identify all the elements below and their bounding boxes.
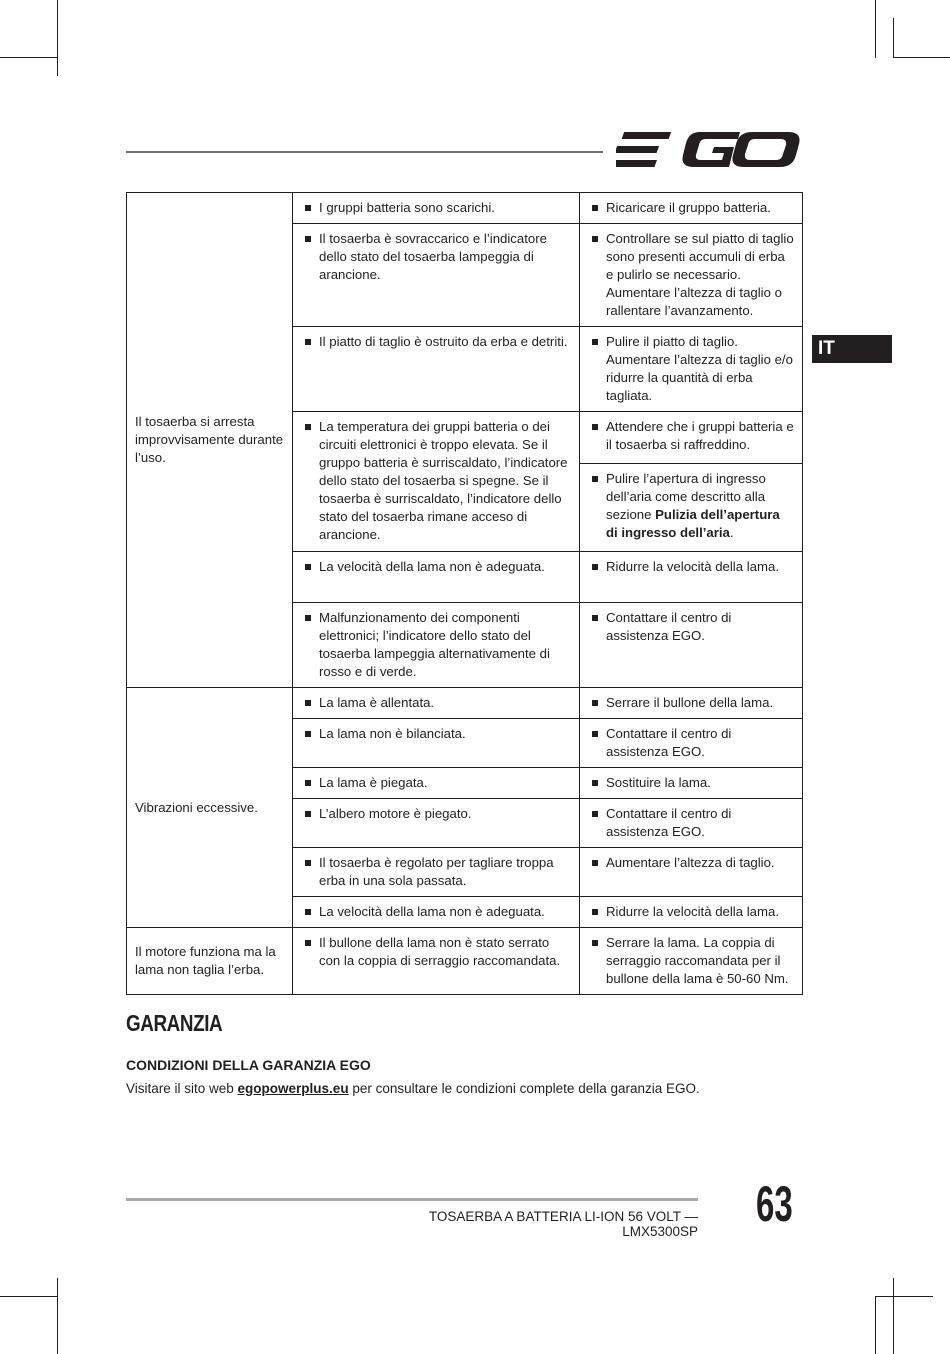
bullet-icon: [305, 860, 311, 866]
crop-mark: [875, 0, 876, 58]
solution-cell: Contattare il centro di assistenza EGO.: [580, 799, 803, 848]
bullet-icon: [305, 700, 311, 706]
header-rule: [126, 151, 603, 153]
crop-mark: [875, 1296, 933, 1297]
troubleshooting-table: [126, 192, 803, 995]
bullet-icon: [592, 476, 598, 482]
cause-cell: Il tosaerba è regolato per tagliare troppa erba in una sola passata.: [293, 848, 580, 897]
warranty-text: Visitare il sito web egopowerplus.eu per consultare le condizioni complete della garanzia EGO.: [126, 1081, 700, 1096]
table-row: [127, 688, 803, 719]
bullet-icon: [592, 731, 598, 737]
bullet-icon: [305, 940, 311, 946]
bullet-icon: [305, 811, 311, 817]
solution-cell: Serrare il bullone della lama.: [580, 688, 803, 719]
warranty-subheading: CONDIZIONI DELLA GARANZIA EGO: [126, 1057, 371, 1073]
footer-rule: [126, 1198, 698, 1201]
solution-cell: Pulire il piatto di taglio. Aumentare l’altezza di taglio e/o ridurre la quantità di erba tagliata.: [580, 327, 803, 412]
bullet-icon: [592, 860, 598, 866]
crop-mark: [893, 1278, 894, 1354]
cause-cell: Il piatto di taglio è ostruito da erba e detriti.: [293, 327, 580, 412]
warranty-link[interactable]: egopowerplus.eu: [237, 1081, 349, 1096]
cause-cell: L’albero motore è piegato.: [293, 799, 580, 848]
solution-cell: Sostituire la lama.: [580, 768, 803, 799]
page-number: 63: [756, 1176, 793, 1232]
cause-cell: Il tosaerba è sovraccarico e l’indicatore dello stato del tosaerba lampeggia di arancione.: [293, 224, 580, 327]
cause-cell: Malfunzionamento dei componenti elettronici; l’indicatore dello stato del tosaerba lampeggia alternativamente di rosso e di verde.: [293, 603, 580, 688]
table-row: [127, 193, 803, 224]
bullet-icon: [592, 940, 598, 946]
cause-cell: La lama è allentata.: [293, 688, 580, 719]
ego-logo: [616, 127, 800, 173]
solution-cell: Pulire l’apertura di ingresso dell’aria come descritto alla sezione Pulizia dell’apertura di ingresso dell’aria.: [580, 464, 803, 552]
solution-cell: Contattare il centro di assistenza EGO.: [580, 603, 803, 688]
cause-cell: La temperatura dei gruppi batteria o dei circuiti elettronici è troppo elevata. Se il gruppo batteria è surriscaldato, l’indicatore dello stato del tosaerba si spegne. Se il tosaerba è surriscaldato, l’indicatore dello stato del tosaerba rimane acceso di arancione.: [293, 412, 580, 552]
bullet-icon: [592, 700, 598, 706]
section-reference: Pulizia dell’apertura di ingresso dell’aria: [606, 507, 780, 540]
bullet-icon: [305, 731, 311, 737]
cause-cell: La lama non è bilanciata.: [293, 719, 580, 768]
solution-cell: Contattare il centro di assistenza EGO.: [580, 719, 803, 768]
language-tab: IT: [812, 335, 892, 363]
bullet-icon: [592, 909, 598, 915]
cause-cell: La lama è piegata.: [293, 768, 580, 799]
problem-cell: Il motore funziona ma la lama non taglia l’erba.: [127, 928, 293, 995]
crop-mark: [893, 57, 950, 58]
bullet-icon: [305, 780, 311, 786]
cause-cell: La velocità della lama non è adeguata.: [293, 552, 580, 603]
solution-cell: Controllare se sul piatto di taglio sono presenti accumuli di erba e pulirlo se necessario. Aumentare l’altezza di taglio o rallentare l’avanzamento.: [580, 224, 803, 327]
crop-mark: [875, 1296, 876, 1354]
bullet-icon: [592, 236, 598, 242]
bullet-icon: [592, 339, 598, 345]
bullet-icon: [305, 909, 311, 915]
table-row: [127, 928, 803, 995]
cause-cell: Il bullone della lama non è stato serrato con la coppia di serraggio raccomandata.: [293, 928, 580, 995]
cause-cell: I gruppi batteria sono scarichi.: [293, 193, 580, 224]
bullet-icon: [305, 205, 311, 211]
problem-cell: Il tosaerba si arresta improvvisamente durante l’uso.: [127, 193, 293, 688]
crop-mark: [0, 57, 58, 58]
bullet-icon: [305, 339, 311, 345]
crop-mark: [57, 0, 58, 76]
solution-cell: Serrare la lama. La coppia di serraggio raccomandata per il bullone della lama è 50-60 Nm.: [580, 928, 803, 995]
crop-mark: [893, 18, 894, 58]
problem-cell: Vibrazioni eccessive.: [127, 688, 293, 928]
bullet-icon: [305, 615, 311, 621]
bullet-icon: [592, 780, 598, 786]
crop-mark: [0, 1296, 58, 1297]
solution-cell: Ridurre la velocità della lama.: [580, 552, 803, 603]
bullet-icon: [592, 564, 598, 570]
bullet-icon: [592, 424, 598, 430]
solution-cell: Ridurre la velocità della lama.: [580, 897, 803, 928]
crop-mark: [57, 1278, 58, 1354]
bullet-icon: [305, 236, 311, 242]
bullet-icon: [592, 615, 598, 621]
warranty-heading: GARANZIA: [126, 1010, 223, 1036]
bullet-icon: [305, 564, 311, 570]
solution-cell: Attendere che i gruppi batteria e il tosaerba si raffreddino.: [580, 412, 803, 464]
bullet-icon: [592, 811, 598, 817]
bullet-icon: [305, 424, 311, 430]
solution-cell: Aumentare l’altezza di taglio.: [580, 848, 803, 897]
cause-cell: La velocità della lama non è adeguata.: [293, 897, 580, 928]
solution-cell: Ricaricare il gruppo batteria.: [580, 193, 803, 224]
bullet-icon: [592, 205, 598, 211]
footer-title: TOSAERBA A BATTERIA LI-ION 56 VOLT — LMX5300SP: [428, 1209, 698, 1239]
